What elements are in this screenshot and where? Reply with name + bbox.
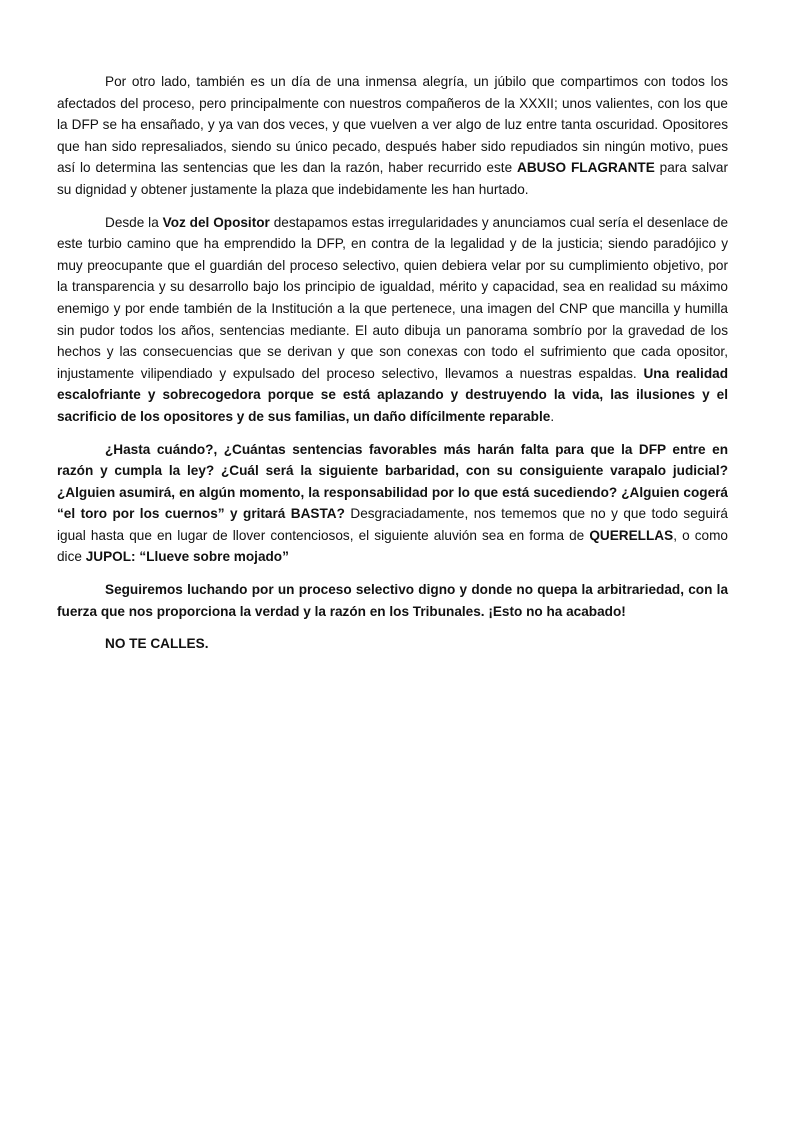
jupol-quote-emphasis: JUPOL: “Llueve sobre mojado” <box>85 549 289 565</box>
document-page <box>57 71 728 655</box>
paragraph-voz-lead: Desde la <box>105 214 163 230</box>
abuso-flagrante-emphasis: ABUSO FLAGRANTE <box>517 160 655 176</box>
realidad-escalofriante-emphasis: Una realidad escalofriante y sobrecogedora porque se está aplazando y destruyendo la vida, las ilusiones y el sacrificio de los opositores y de sus familias, un daño difícilmente reparable <box>57 365 729 424</box>
paragraph-joy <box>57 71 728 201</box>
paragraph-joy-end: para salvar su dignidad y obtener justamente la plaza que indebidamente les han hurtado. <box>57 160 728 197</box>
paragraph-closing <box>57 579 728 622</box>
paragraph-voz-body: destapamos estas irregularidades y anunciamos cual sería el desenlace de este turbio camino que ha emprendido la DFP, en contra de la legalidad y de la justicia; siendo paradójico y muy preocupante que el guardián del proceso selectivo, quien debiera velar por su cumplimiento objetivo, por la transparencia y su desarrollo bajo los principio de igualdad, mérito y capacidad, sea en realidad su máximo enemigo y por ende también de la Institución a la que pertenece, una imagen del CNP que mancilla y humilla sin pudor todos los años, sentencias mediante. El auto dibuja un panorama sombrío por la gravedad de los hechos y las consecuencias que se derivan y que son conexas con todo el sufrimiento que cada opositor, injustamente vilipendiado y expulsado del proceso selectivo, llevamos a nuestras espaldas. <box>57 214 728 381</box>
paragraph-questions <box>57 439 728 569</box>
paragraph-voz-period: . <box>550 408 555 424</box>
paragraph-voz-opositor <box>57 212 728 428</box>
signoff: NO TE CALLES. <box>105 636 209 652</box>
paragraph-questions-middle: Desgraciadamente, nos tememos que no y que todo seguirá igual hasta que en lugar de llover contenciosos, el siguiente aluvión sea en forma de <box>57 506 728 543</box>
paragraph-joy-text: Por otro lado, también es un día de una inmensa alegría, un júbilo que compartimos con todos los afectados del proceso, pero principalmente con nuestros compañeros de la XXXII; unos valientes, con los que la DFP se ha ensañado, y ya van dos veces, y que vuelven a ver algo de luz entre tanta oscuridad. Opositores que han sido represaliados, siendo su único pecado, después haber sido repudiados sin ningún motivo, pues así lo determina las sentencias que les dan la razón, haber recurrido este <box>57 74 728 176</box>
paragraph-questions-middle2: , o como dice <box>57 527 728 565</box>
voz-del-opositor-name: Voz del Opositor <box>162 214 270 230</box>
querellas-emphasis: QUERELLAS <box>589 527 674 543</box>
closing-statement: Seguiremos luchando por un proceso selectivo digno y donde no quepa la arbitrariedad, con la fuerza que nos proporciona la verdad y la razón en los Tribunales. ¡Esto no ha acabado! <box>57 582 728 619</box>
questions-emphasis: ¿Hasta cuándo?, ¿Cuántas sentencias favorables más harán falta para que la DFP entre en razón y cumpla la ley? ¿Cuál será la siguiente barbaridad, con su consiguiente varapalo judicial? ¿Alguien asumirá, en algún momento, la responsabilidad por lo que está sucediendo? ¿Alguien cogerá “el toro por los cuernos” y gritará BASTA? <box>57 441 728 522</box>
